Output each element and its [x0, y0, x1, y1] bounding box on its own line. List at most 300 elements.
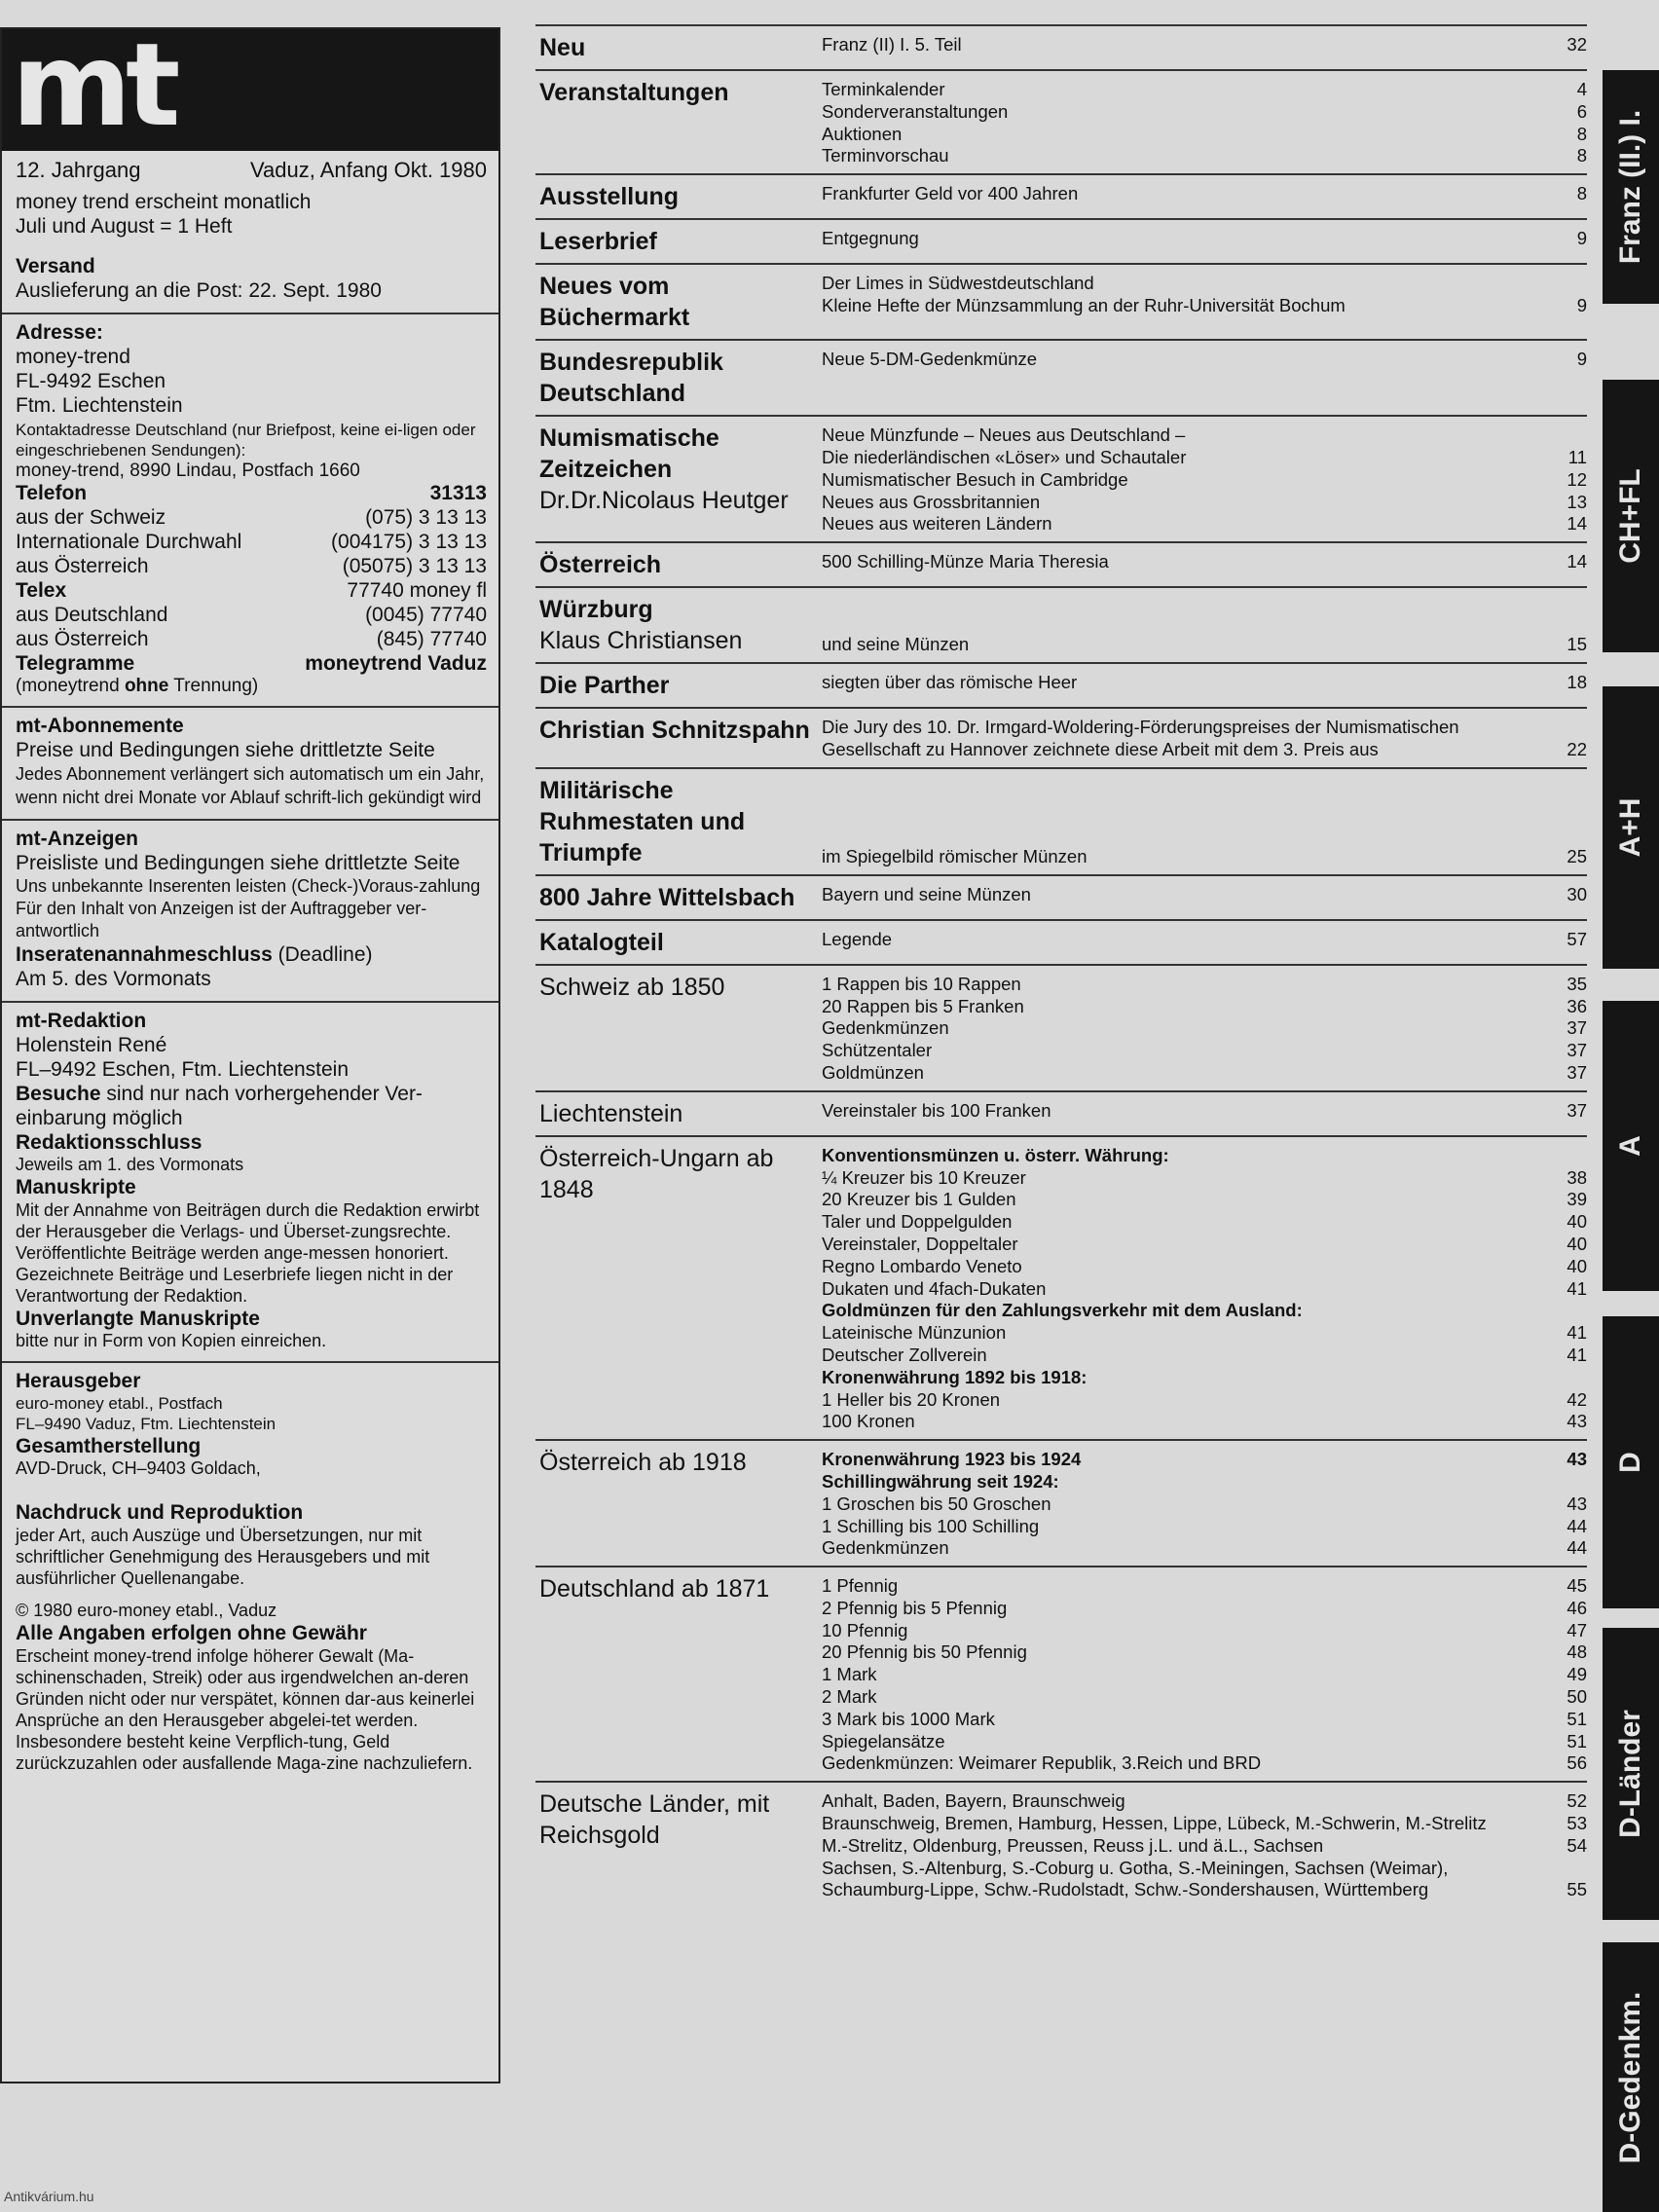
publisher-block: [2, 1363, 498, 1784]
toc-entry-text: 500 Schilling-Münze Maria Theresia: [822, 551, 1109, 572]
toc-entry-text: und seine Münzen: [822, 634, 970, 655]
toc-entries: [822, 1098, 1587, 1129]
toc-section-author: Klaus Christiansen: [539, 627, 743, 655]
toc-entry-text: Bayern und seine Münzen: [822, 883, 1031, 904]
toc-entries: [822, 32, 1587, 63]
toc-entry[interactable]: [822, 1367, 1587, 1389]
visits-heading: Besuche: [16, 1083, 101, 1105]
toc-entry[interactable]: [822, 1167, 1587, 1190]
toc-entries: [822, 715, 1587, 761]
toc-entry-page: [1529, 1145, 1587, 1167]
toc-entry[interactable]: [822, 1537, 1587, 1560]
toc-entries: [822, 670, 1587, 701]
toc-section: [535, 218, 1587, 263]
toc-entry[interactable]: [822, 34, 1587, 56]
toc-entry[interactable]: [822, 1040, 1587, 1062]
toc-entry-text: Goldmünzen: [822, 1061, 924, 1083]
toc-entry-text: Schillingwährung seit 1924:: [822, 1470, 1059, 1492]
toc-entry-page: 4: [1576, 79, 1587, 99]
production-heading: Gesamtherstellung: [16, 1435, 202, 1457]
toc-section-heading: Schweiz ab 1850: [539, 973, 725, 1001]
toc-section-title: [535, 271, 822, 333]
toc-entry-text: Frankfurter Geld vor 400 Jahren: [822, 183, 1079, 204]
publication-note: money trend erscheint monatlich: [16, 191, 312, 213]
toc-entry-text: Terminkalender: [822, 79, 945, 99]
toc-entry-text: Kronenwährung 1923 bis 1924: [822, 1449, 1082, 1470]
toc-entries: [822, 181, 1587, 212]
editorial-deadline-heading: Redaktionsschluss: [16, 1131, 203, 1154]
toc-entry[interactable]: [822, 1471, 1587, 1493]
toc-entry-text: Gesellschaft zu Hannover zeichnete diese Arbeit mit dem 3. Preis aus: [822, 738, 1379, 759]
toc-section-title: [535, 423, 822, 535]
disclaimer-text: Erscheint money-trend infolge höherer Gewalt (Ma-schinenschaden, Streik) oder aus irgendwelchen an-deren Gründen nicht oder nur verspätet, können dar-aus keinerlei Ansprüche an den Herausgeber abgelei-tet werden. Insbesondere besteht keine Verpflich-tung, Geld zurückzuzahlen oder ausfallende Maga-zine nachzuliefern.: [16, 1646, 475, 1773]
toc-entry[interactable]: [822, 1664, 1587, 1686]
toc-entry-text: Sachsen, S.-Altenburg, S.-Coburg u. Gotha, S.-Meiningen, Sachsen (Weimar),: [822, 1857, 1449, 1878]
toc-entries: [822, 77, 1587, 167]
unsolicited-heading: Unverlangte Manuskripte: [16, 1308, 260, 1330]
toc-entry[interactable]: [822, 513, 1587, 535]
contact-row: [16, 505, 487, 530]
toc-entry-text: 1 Schilling bis 100 Schilling: [822, 1515, 1040, 1536]
toc-entry[interactable]: [822, 469, 1587, 492]
toc-entry-text: Neues aus Grossbritannien: [822, 491, 1041, 512]
toc-entry[interactable]: [822, 447, 1587, 469]
toc-entry-page: 40: [1567, 1233, 1587, 1254]
contact-row: [16, 603, 487, 627]
toc-section-heading: Katalogteil: [539, 928, 664, 956]
publisher-heading: Herausgeber: [16, 1370, 141, 1392]
toc-section-heading: Deutschland ab 1871: [539, 1575, 770, 1604]
toc-entry-page: 41: [1567, 1322, 1587, 1344]
manuscripts-text: Mit der Annahme von Beiträgen durch die Redaktion erwirbt der Herausgeber die Verlags- und Überset-zungsrechte. Veröffentlichte Beiträge werden ange-messen honoriert.: [16, 1200, 480, 1263]
toc-section-heading: 800 Jahre Wittelsbach: [539, 883, 795, 911]
toc-entry[interactable]: [822, 1686, 1587, 1709]
toc-entry-page: 9: [1576, 228, 1587, 249]
toc-section-title: [535, 1447, 822, 1560]
toc-section-heading: Numismatische Zeitzeichen: [539, 424, 719, 484]
contact-de: Kontaktadresse Deutschland (nur Briefpost, keine ei-ligen oder eingeschriebenen Sendungen):: [16, 421, 476, 460]
toc-section-title: [535, 1788, 822, 1901]
toc-entries: [822, 226, 1587, 257]
edition-block: [2, 151, 498, 314]
toc-entry-page: [1529, 424, 1587, 447]
table-of-contents: [535, 24, 1587, 1907]
toc-section: [535, 339, 1587, 415]
toc-entry[interactable]: [822, 1062, 1587, 1085]
toc-entry-page: 35: [1567, 973, 1587, 994]
toc-entry[interactable]: [822, 1234, 1587, 1256]
toc-entry[interactable]: [822, 739, 1587, 761]
copyright: © 1980 euro-money etabl., Vaduz: [16, 1601, 277, 1620]
toc-entry[interactable]: [822, 1189, 1587, 1211]
toc-section-heading: Deutsche Länder, mit Reichsgold: [539, 1790, 770, 1850]
toc-entry[interactable]: [822, 1709, 1587, 1731]
toc-entry-text: M.-Strelitz, Oldenburg, Preussen, Reuss j.L. und ä.L., Sachsen: [822, 1834, 1324, 1856]
toc-section: [535, 263, 1587, 339]
telex-number: 77740 money fl: [347, 579, 487, 602]
toc-section-title: [535, 715, 822, 761]
toc-entries: [822, 549, 1587, 580]
toc-entry-text: Entgegnung: [822, 228, 919, 249]
toc-entry-text: 20 Pfennig bis 50 Pfennig: [822, 1641, 1027, 1663]
manuscripts-heading: Manuskripte: [16, 1176, 136, 1198]
toc-entry[interactable]: [822, 1516, 1587, 1538]
edition-year: 12. Jahrgang: [16, 158, 141, 182]
toc-entry-page: 56: [1567, 1752, 1587, 1774]
toc-entry-text: Legende: [822, 928, 893, 949]
side-tab-d[interactable]: D: [1603, 1316, 1659, 1608]
toc-section: [535, 874, 1587, 919]
contact-de-address: money-trend, 8990 Lindau, Postfach 1660: [16, 461, 360, 481]
toc-section: [535, 1439, 1587, 1566]
toc-entry-page: 44: [1567, 1515, 1587, 1536]
toc-section-title: [535, 77, 822, 167]
toc-entry[interactable]: [822, 228, 1587, 250]
telegram-value: moneytrend Vaduz: [305, 652, 487, 675]
editorial-lines: [16, 1033, 487, 1082]
toc-entry-page: 51: [1567, 1708, 1587, 1729]
toc-entry-page: 37: [1567, 1061, 1587, 1083]
toc-entry-text: Auktionen: [822, 123, 903, 144]
toc-entry-text: 2 Mark: [822, 1686, 877, 1708]
toc-section: [535, 24, 1587, 69]
address-lines: [16, 345, 487, 418]
toc-entry-page: 41: [1567, 1277, 1587, 1299]
toc-entries: [822, 882, 1587, 913]
toc-section: [535, 707, 1587, 767]
toc-entry[interactable]: [822, 1322, 1587, 1345]
toc-entry-text: 1 Heller bis 20 Kronen: [822, 1388, 1001, 1410]
toc-entry-text: Lateinische Münzunion: [822, 1322, 1007, 1344]
toc-entry-text: Terminvorschau: [822, 145, 949, 166]
toc-entry[interactable]: [822, 1278, 1587, 1301]
toc-section: [535, 964, 1587, 1090]
toc-section-heading: Veranstaltungen: [539, 79, 729, 106]
toc-section-heading: Bundesrepublik Deutschland: [539, 349, 723, 408]
toc-entry-page: [1529, 717, 1587, 739]
toc-entry-page: 15: [1567, 634, 1587, 655]
toc-section-heading: Christian Schnitzspahn: [539, 717, 810, 745]
toc-entry-page: 25: [1567, 845, 1587, 866]
toc-section-title: [535, 882, 822, 913]
shipping-text: Auslieferung an die Post: 22. Sept. 1980: [16, 279, 382, 302]
contact-label: aus Österreich: [16, 555, 149, 577]
toc-entry-page: 38: [1567, 1166, 1587, 1188]
toc-entry-text: Regno Lombardo Veneto: [822, 1255, 1022, 1276]
ads-text: Preisliste und Bedingungen siehe drittletzte Seite: [16, 852, 461, 874]
toc-entry[interactable]: [822, 1345, 1587, 1367]
toc-entry[interactable]: [822, 1835, 1587, 1858]
toc-entries: [822, 927, 1587, 958]
toc-entry[interactable]: [822, 974, 1587, 996]
toc-section: [535, 1135, 1587, 1439]
toc-entry[interactable]: [822, 492, 1587, 514]
toc-section-title: [535, 32, 822, 63]
contact-row: [16, 554, 487, 578]
toc-entry-page: 43: [1567, 1493, 1587, 1514]
toc-entries: [822, 972, 1587, 1085]
toc-entry-page: 55: [1567, 1879, 1587, 1900]
toc-entry-page: 40: [1567, 1255, 1587, 1276]
toc-entry-page: 30: [1567, 883, 1587, 904]
text-line: FL–9490 Vaduz, Ftm. Liechtenstein: [16, 1415, 276, 1433]
toc-section-heading: Die Parther: [539, 672, 670, 700]
side-tab-a[interactable]: A: [1603, 1001, 1659, 1291]
contact-value: (075) 3 13 13: [365, 506, 487, 529]
toc-entry-text: Franz (II) I. 5. Teil: [822, 34, 962, 55]
toc-entry-page: 22: [1567, 738, 1587, 759]
telegram-note: (moneytrend ohne Trennung): [16, 676, 259, 696]
toc-entry-page: 37: [1567, 1017, 1587, 1039]
toc-section: [535, 662, 1587, 707]
side-tab-ch-fl[interactable]: CH+FL: [1603, 380, 1659, 652]
phone-heading: Telefon: [16, 482, 88, 504]
side-tab-d-gedenkm[interactable]: D-Gedenkm.: [1603, 1942, 1659, 2212]
text-line: FL-9492 Eschen: [16, 370, 166, 392]
toc-entry-text: Konventionsmünzen u. österr. Währung:: [822, 1144, 1169, 1165]
toc-entry[interactable]: [822, 672, 1587, 694]
toc-entry-page: [1529, 1300, 1587, 1322]
contact-value: (05075) 3 13 13: [342, 555, 487, 577]
toc-entry-text: Neue 5-DM-Gedenkmünze: [822, 349, 1038, 370]
toc-entry-text: Deutscher Zollverein: [822, 1344, 987, 1365]
toc-entry[interactable]: [822, 145, 1587, 167]
toc-entry[interactable]: [822, 996, 1587, 1018]
toc-entry[interactable]: [822, 424, 1587, 447]
production-text: AVD-Druck, CH–9403 Goldach,: [16, 1458, 261, 1478]
toc-entry[interactable]: [822, 1411, 1587, 1433]
toc-entry-page: 12: [1567, 468, 1587, 490]
masthead: [0, 18, 500, 2083]
toc-entry-text: Numismatischer Besuch in Cambridge: [822, 468, 1128, 490]
subscription-small: Jedes Abonnement verlängert sich automatisch um ein Jahr, wenn nicht drei Monate vor Ablauf schrift-lich gekündigt wird: [16, 764, 485, 807]
toc-entry[interactable]: [822, 1790, 1587, 1813]
visits-text: sind nur nach vorhergehender Ver-einbarung möglich: [16, 1083, 423, 1129]
editorial-heading: mt-Redaktion: [16, 1010, 147, 1032]
toc-section-heading: Leserbrief: [539, 228, 657, 256]
toc-entry-text: Sonderveranstaltungen: [822, 100, 1009, 122]
toc-entry-text: 20 Rappen bis 5 Franken: [822, 995, 1024, 1016]
toc-entry-text: Der Limes in Südwestdeutschland: [822, 273, 1094, 294]
toc-entry-page: 45: [1567, 1575, 1587, 1597]
toc-entry-page: 8: [1576, 183, 1587, 204]
toc-entry[interactable]: [822, 1641, 1587, 1664]
toc-entry-page: 14: [1567, 513, 1587, 535]
toc-entry-page: 37: [1567, 1099, 1587, 1121]
mt-logo: mt: [2, 29, 498, 151]
toc-entry-page: 9: [1576, 294, 1587, 315]
toc-entry[interactable]: [822, 1493, 1587, 1516]
disclaimer-heading: Alle Angaben erfolgen ohne Gewähr: [16, 1622, 367, 1644]
toc-entry-text: Braunschweig, Bremen, Hamburg, Hessen, Lippe, Lübeck, M.-Schwerin, M.-Strelitz: [822, 1813, 1487, 1834]
toc-section-title: [535, 1098, 822, 1129]
toc-entry-page: 52: [1567, 1790, 1587, 1812]
toc-entry-text: Schützentaler: [822, 1040, 933, 1061]
toc-entry[interactable]: [822, 634, 1587, 656]
toc-entry[interactable]: [822, 1389, 1587, 1412]
side-tab-d-laender[interactable]: D-Länder: [1603, 1628, 1659, 1920]
telex-rows: [16, 603, 487, 651]
toc-entry[interactable]: [822, 183, 1587, 205]
toc-entry[interactable]: [822, 846, 1587, 868]
toc-entry-text: 1 Groschen bis 50 Groschen: [822, 1493, 1051, 1514]
toc-section-heading: Neues vom Büchermarkt: [539, 273, 690, 332]
toc-section: [535, 919, 1587, 964]
reprint-text: jeder Art, auch Auszüge und Übersetzungen, nur mit schriftlicher Genehmigung des Herausgebers und mit ausführlicher Quellenangabe.: [16, 1526, 430, 1588]
toc-entry[interactable]: [822, 1017, 1587, 1040]
contact-value: (845) 77740: [376, 628, 487, 650]
toc-section: [535, 767, 1587, 874]
toc-entries: [822, 347, 1587, 409]
toc-section: [535, 415, 1587, 541]
text-line: FL–9492 Eschen, Ftm. Liechtenstein: [16, 1058, 350, 1081]
toc-section-title: [535, 670, 822, 701]
telex-heading: Telex: [16, 579, 67, 602]
toc-entry-page: 8: [1576, 145, 1587, 166]
toc-entry[interactable]: [822, 79, 1587, 101]
side-tab-a-h[interactable]: A+H: [1603, 686, 1659, 969]
toc-entry-text: 2 Pfennig bis 5 Pfennig: [822, 1597, 1008, 1618]
toc-entry-text: Die niederländischen «Löser» und Schautaler: [822, 446, 1187, 467]
toc-entry-page: 9: [1576, 349, 1587, 370]
toc-entry[interactable]: [822, 1211, 1587, 1234]
toc-section-heading: Liechtenstein: [539, 1099, 683, 1127]
contact-value: (004175) 3 13 13: [331, 531, 487, 553]
edition-place: Vaduz, Anfang Okt. 1980: [250, 158, 487, 182]
toc-entry[interactable]: [822, 1620, 1587, 1642]
toc-entry-page: 18: [1567, 672, 1587, 693]
toc-entry-text: Taler und Doppelgulden: [822, 1211, 1013, 1233]
toc-section: [535, 1566, 1587, 1781]
toc-section-heading: Österreich: [539, 551, 662, 579]
toc-entry-page: 47: [1567, 1619, 1587, 1641]
toc-entry-text: Neue Münzfunde – Neues aus Deutschland –: [822, 424, 1186, 446]
contact-label: aus Deutschland: [16, 604, 168, 626]
toc-section: [535, 541, 1587, 586]
toc-section-title: [535, 775, 822, 868]
toc-entry-text: 3 Mark bis 1000 Mark: [822, 1708, 995, 1729]
toc-entries: [822, 271, 1587, 333]
toc-entry-page: 51: [1567, 1730, 1587, 1751]
toc-entry[interactable]: [822, 1575, 1587, 1598]
toc-section: [535, 69, 1587, 173]
ads-heading: mt-Anzeigen: [16, 828, 138, 850]
toc-entry-text: Gedenkmünzen: [822, 1017, 949, 1039]
toc-entry-text: ¼ Kreuzer bis 10 Kreuzer: [822, 1166, 1026, 1188]
toc-entry-page: 40: [1567, 1211, 1587, 1233]
toc-entry-page: [1529, 1367, 1587, 1389]
toc-entry[interactable]: [822, 1858, 1587, 1880]
toc-entry[interactable]: [822, 1100, 1587, 1123]
toc-section-title: [535, 181, 822, 212]
editorial-block: [2, 1003, 498, 1363]
toc-entries: [822, 1143, 1587, 1433]
toc-entry-page: 43: [1567, 1411, 1587, 1432]
toc-entry-page: 41: [1567, 1344, 1587, 1365]
toc-section-title: [535, 1573, 822, 1775]
toc-entry-page: [1529, 273, 1587, 295]
toc-entry-page: 13: [1567, 491, 1587, 512]
deadline-heading: Inseratenannahmeschluss: [16, 943, 273, 966]
publisher-lines: [16, 1393, 487, 1434]
toc-section: [535, 1781, 1587, 1907]
toc-entry[interactable]: [822, 295, 1587, 317]
toc-entry[interactable]: [822, 1449, 1587, 1471]
toc-entry-text: Schaumburg-Lippe, Schw.-Rudolstadt, Schw.-Sondershausen, Württemberg: [822, 1879, 1429, 1900]
toc-entry-page: 8: [1576, 123, 1587, 144]
phone-rows: [16, 505, 487, 578]
contact-value: (0045) 77740: [365, 604, 487, 626]
subscription-heading: mt-Abonnemente: [16, 715, 184, 737]
text-line: Holenstein René: [16, 1034, 167, 1056]
toc-section-heading: Militärische Ruhmestaten und Triumpfe: [539, 776, 746, 866]
toc-entry[interactable]: [822, 1752, 1587, 1775]
toc-entry[interactable]: [822, 884, 1587, 906]
toc-section-heading: Neu: [539, 34, 586, 61]
toc-entry-text: Spiegelansätze: [822, 1730, 945, 1751]
toc-entry-text: Kronenwährung 1892 bis 1918:: [822, 1366, 1088, 1387]
toc-entry[interactable]: [822, 1145, 1587, 1167]
toc-entry[interactable]: [822, 1731, 1587, 1753]
side-tab-franz[interactable]: Franz (II.) I.: [1603, 70, 1659, 304]
toc-entry[interactable]: [822, 349, 1587, 371]
toc-entry-text: Gedenkmünzen: [822, 1537, 949, 1559]
text-line: Ftm. Liechtenstein: [16, 394, 183, 417]
contact-row: [16, 530, 487, 554]
address-heading: Adresse:: [16, 321, 103, 344]
toc-entry-page: 48: [1567, 1641, 1587, 1663]
toc-entry[interactable]: [822, 1300, 1587, 1322]
toc-entry-text: Kleine Hefte der Münzsammlung an der Ruhr-Universität Bochum: [822, 294, 1346, 315]
toc-entry[interactable]: [822, 1879, 1587, 1901]
toc-section-heading: Ausstellung: [539, 183, 680, 211]
toc-entry-page: [1529, 1471, 1587, 1493]
deadline-label: (Deadline): [277, 943, 373, 966]
toc-entry-page: [1529, 1858, 1587, 1880]
toc-entry-page: 57: [1567, 928, 1587, 949]
toc-entry[interactable]: [822, 124, 1587, 146]
toc-entry-page: 50: [1567, 1686, 1587, 1708]
toc-section-heading: Österreich-Ungarn ab 1848: [539, 1144, 774, 1203]
toc-entry[interactable]: [822, 1813, 1587, 1835]
toc-entry[interactable]: [822, 717, 1587, 739]
toc-entry[interactable]: [822, 101, 1587, 124]
contact-label: aus der Schweiz: [16, 506, 166, 529]
toc-entry[interactable]: [822, 1598, 1587, 1620]
toc-entry-text: 100 Kronen: [822, 1411, 915, 1432]
toc-section-author: Dr.Dr.Nicolaus Heutger: [539, 487, 789, 515]
toc-entry-text: 1 Pfennig: [822, 1575, 899, 1597]
address-block: [2, 314, 498, 708]
toc-entry-page: 53: [1567, 1813, 1587, 1834]
deadline-text: Am 5. des Vormonats: [16, 968, 211, 990]
toc-entry-text: siegten über das römische Heer: [822, 672, 1078, 693]
toc-section-title: [535, 927, 822, 958]
toc-entry-text: Vereinstaler bis 100 Franken: [822, 1099, 1051, 1121]
toc-entry-page: 11: [1567, 446, 1587, 467]
toc-entry[interactable]: [822, 1256, 1587, 1278]
toc-entry[interactable]: [822, 929, 1587, 951]
toc-entries: [822, 775, 1587, 868]
toc-entry-text: im Spiegelbild römischer Münzen: [822, 845, 1088, 866]
toc-entry-page: 32: [1567, 34, 1587, 55]
toc-entry[interactable]: [822, 551, 1587, 573]
contact-label: Internationale Durchwahl: [16, 531, 242, 553]
toc-entries: [822, 1447, 1587, 1560]
toc-entry-page: 39: [1567, 1189, 1587, 1210]
toc-entries: [822, 594, 1587, 656]
toc-entry[interactable]: [822, 273, 1587, 295]
